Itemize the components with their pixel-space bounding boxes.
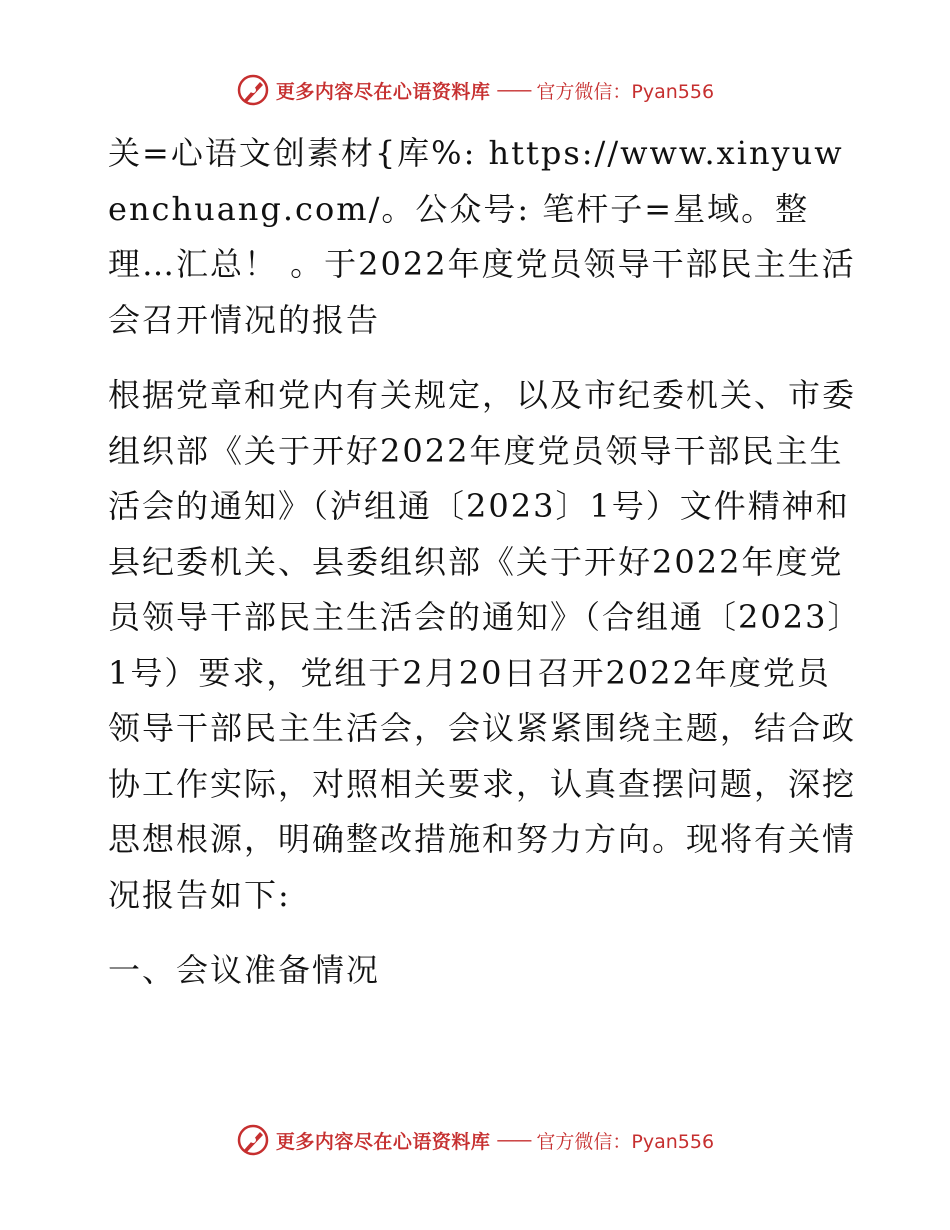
pen-logo-icon	[236, 73, 270, 107]
header-watermark	[0, 72, 950, 108]
section-heading: 一、会议准备情况	[108, 951, 381, 989]
watermark-contact: 官方微信：Pyan556	[536, 80, 715, 103]
watermark-contact: 官方微信：Pyan556	[536, 1130, 715, 1153]
watermark-dash: ——	[496, 79, 531, 101]
footer-watermark	[0, 1122, 950, 1158]
document-intro: 关=心语文创素材{库%: https://www.xinyuwenchuang.com/。公众号: 笔杆子=星域。整理…汇总！ 。于2022年度党员领导干部民主生活会召开情况的报告	[108, 134, 856, 339]
watermark-dash: ——	[496, 1129, 531, 1151]
document-content	[98, 126, 858, 999]
watermark-brand: 更多内容尽在心语资料库	[275, 80, 491, 103]
watermark-brand: 更多内容尽在心语资料库	[275, 1130, 491, 1153]
pen-logo-icon	[236, 1123, 270, 1157]
document-body: 根据党章和党内有关规定，以及市纪委机关、市委组织部《关于开好2022年度党员领导干部民主生活会的通知》（泸组通〔2023〕1号）文件精神和县纪委机关、县委组织部《关于开好2022年度党员领导干部民主生活会的通知》（合组通〔2023〕1号）要求，党组于2月20日召开2022年度党员领导干部民主生活会，会议紧紧围绕主题，结合政协工作实际，对照相关要求，认真查摆问题，深挖思想根源，明确整改措施和努力方向。现将有关情况报告如下:	[108, 376, 857, 914]
